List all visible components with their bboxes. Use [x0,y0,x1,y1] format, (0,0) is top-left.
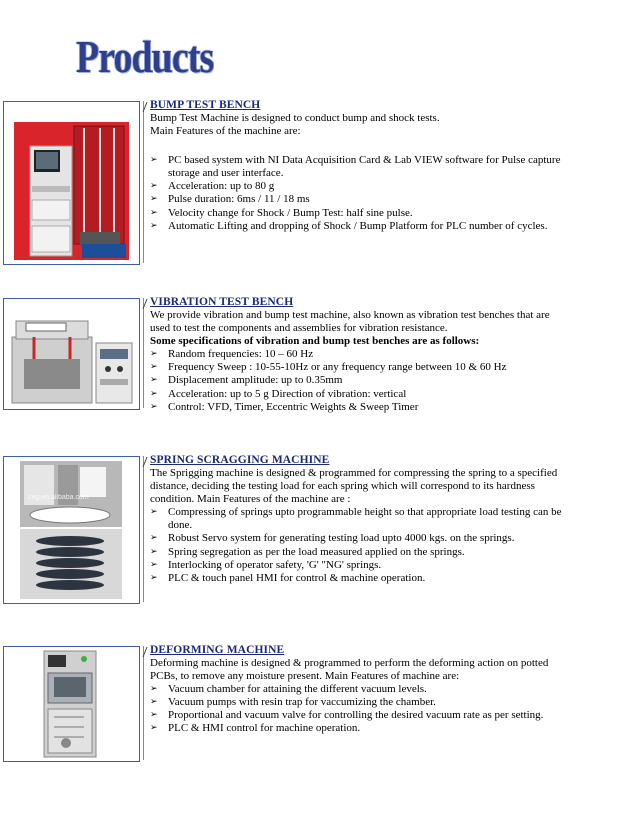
paragraph: Main Features of the machine are: [150,125,301,138]
section-title: DEFORMING MACHINE [150,644,285,656]
spring-scragging-machine-image [3,456,140,604]
list-item: ➢ Control: VFD, Timer, Eccentric Weights & Sweep Timer [150,401,565,414]
section-body [150,112,565,233]
page-title: Products [76,31,214,82]
feature-list [150,154,565,233]
vibration-test-bench-image [3,298,140,410]
paragraph: We provide vibration and bump test machine, also known as vibration test benches that are used to test the components and assemblies for vibration resistance. [150,309,550,335]
divider-hook-icon [141,298,149,310]
list-item: ➢ Random frequencies: 10 – 60 Hz [150,348,565,361]
list-item: ➢ Vacuum pumps with resin trap for vaccumizing the chamber. [150,696,565,709]
spec-heading: Some specifications of vibration and bump test benches are as follows: [150,335,480,348]
list-item: ➢ Robust Servo system for generating testing load upto 4000 kgs. on the springs. [150,532,565,545]
image-watermark: ceg.en.alibaba.com [28,494,89,501]
list-item: ➢ Pulse duration: 6ms / 11 / 18 ms [150,193,565,206]
deforming-machine-image [3,646,140,762]
section-divider [143,646,144,760]
feature-list [150,348,565,413]
list-item: ➢ Spring segregation as per the load measured applied on the springs. [150,546,565,559]
feature-list [150,683,565,735]
list-item: ➢ Interlocking of operator safety, 'G' "NG' springs. [150,559,565,572]
list-item: ➢ Velocity change for Shock / Bump Test: half sine pulse. [150,207,565,220]
section-divider [143,101,144,263]
section-divider [143,456,144,602]
section-title: SPRING SCRAGGING MACHINE [150,454,330,466]
divider-hook-icon [141,101,149,113]
list-item: ➢ Frequency Sweep : 10-55-10Hz or any frequency range between 10 & 60 Hz [150,361,565,374]
section-body [150,309,565,414]
divider-hook-icon [141,456,149,468]
section-body [150,657,565,736]
feature-list [150,506,565,585]
list-item: ➢ Acceleration: up to 80 g [150,180,565,193]
list-item: ➢ Vacuum chamber for attaining the different vacuum levels. [150,683,565,696]
section-body [150,467,565,585]
bump-test-bench-image [3,101,140,265]
list-item: ➢ Proportional and vacuum valve for controlling the desired vacuum rate as per setting. [150,709,565,722]
list-item: ➢ PLC & touch panel HMI for control & machine operation. [150,572,565,585]
section-title: BUMP TEST BENCH [150,99,261,111]
paragraph: Bump Test Machine is designed to conduct bump and shock tests. [150,112,440,124]
divider-hook-icon [141,646,149,658]
list-item: ➢ Acceleration: up to 5 g Direction of vibration: vertical [150,388,565,401]
paragraph: Deforming machine is designed & programmed to perform the deforming action on potted PCBs, to remove any moisture present. Main Features of machine are: [150,657,549,683]
list-item: ➢ Compressing of springs upto programmable height so that appropriate load testing can be done. [150,506,565,532]
list-item: ➢ PLC & HMI control for machine operation. [150,722,565,735]
paragraph: The Sprigging machine is designed & programmed for compressing the spring to a specified distance, deciding the testing load for each spring which will correspond to its hardness condition. Main Features of the machine are : [150,467,558,506]
list-item: ➢ Displacement amplitude: up to 0.35mm [150,374,565,387]
section-title: VIBRATION TEST BENCH [150,296,294,308]
list-item: ➢ PC based system with NI Data Acquisition Card & Lab VIEW software for Pulse capture storage and user interface. [150,154,565,180]
list-item: ➢ Automatic Lifting and dropping of Shock / Bump Platform for PLC number of cycles. [150,220,565,233]
section-divider [143,298,144,408]
